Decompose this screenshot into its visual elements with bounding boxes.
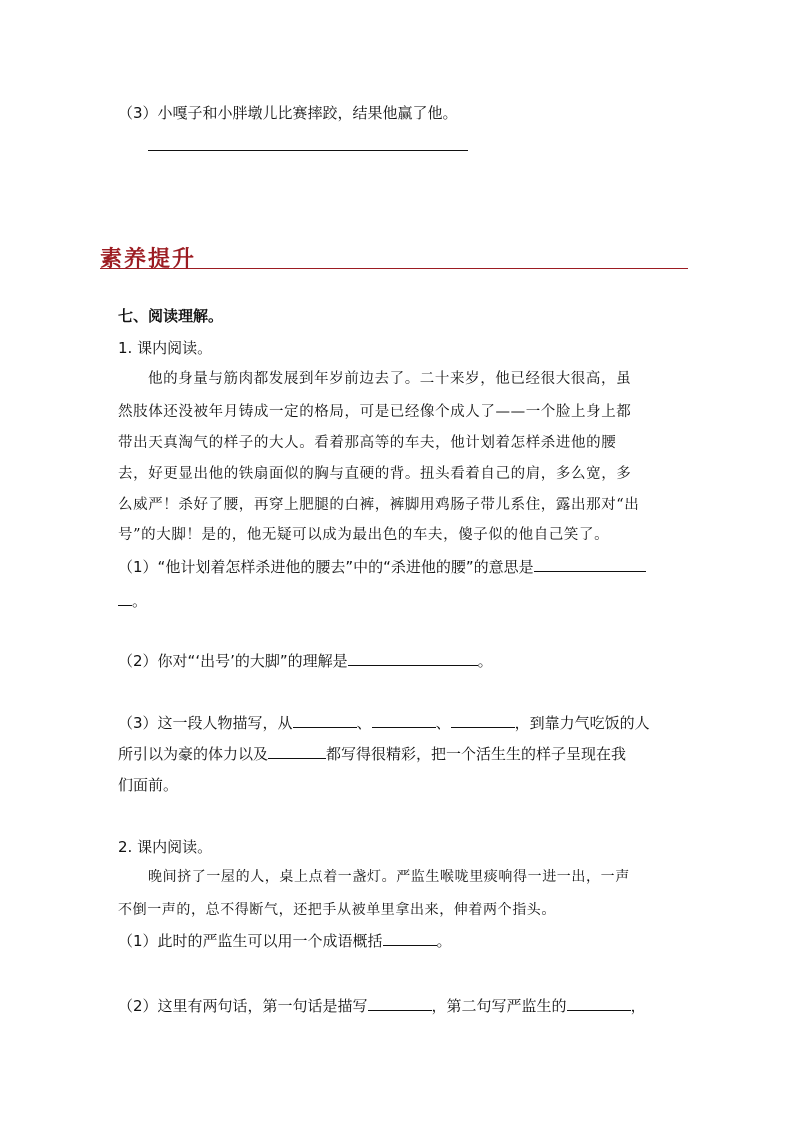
section-title: 素养提升 — [100, 246, 197, 272]
reading-2-q2-text: （2）这里有两句话，第一句话是描写 — [118, 997, 368, 1015]
reading-2-q2-end: ， — [630, 997, 646, 1015]
reading-1-line-3: 带出天真淘气的样子的大人。看着那高等的车夫，他计划着怎样杀进他的腰 — [118, 435, 617, 451]
answer-blank[interactable] — [567, 996, 631, 1011]
reading-2-question-2 — [118, 995, 646, 1016]
reading-2-q1-text: （1）此时的严监生可以用一个成语概括 — [118, 932, 383, 950]
reading-2-q2-text-2: ，第二句写严监生的 — [431, 997, 567, 1015]
answer-blank[interactable] — [368, 996, 432, 1011]
answer-blank[interactable] — [383, 931, 437, 946]
answer-blank[interactable] — [118, 591, 132, 606]
reading-1-heading: 1. 课内阅读。 — [118, 339, 213, 357]
reading-1-q3-text-2: 所引以为豪的体力以及 — [118, 745, 269, 763]
reading-1-line-6: 号”的大脚！是的，他无疑可以成为最出色的车夫，傻子似的他自己笑了。 — [118, 527, 610, 543]
reading-1-q3-tail: ，到靠力气吃饭的人 — [514, 714, 650, 732]
part-7-title: 七、阅读理解。 — [118, 307, 224, 325]
section-divider — [100, 268, 688, 269]
separator: 、 — [356, 714, 372, 732]
reading-1-q1-text: （1）“他计划着怎样杀进他的腰去”中的“杀进他的腰”的意思是 — [118, 558, 534, 576]
reading-1-question-1-cont — [118, 590, 147, 611]
reading-1-q3-text: （3）这一段人物描写，从 — [118, 714, 293, 732]
reading-2-q1-end: 。 — [436, 932, 452, 950]
reading-1-question-3-cont — [118, 743, 626, 764]
answer-blank[interactable] — [348, 651, 478, 666]
answer-blank[interactable] — [534, 557, 646, 572]
answer-blank[interactable] — [372, 713, 436, 728]
answer-line — [148, 150, 468, 151]
reading-1-q3-text-3: 都写得很精彩，把一个活生生的样子呈现在我 — [326, 745, 627, 763]
answer-blank[interactable] — [293, 713, 357, 728]
reading-2-line-1: 晚间挤了一屋的人，桌上点着一盏灯。严监生喉咙里痰响得一进一出，一声 — [148, 869, 630, 885]
question-3-top: （3）小嘎子和小胖墩儿比赛摔跤，结果他赢了他。 — [118, 104, 458, 122]
reading-2-line-2: 不倒一声的，总不得断气，还把手从被单里拿出来，伸着两个指头。 — [118, 902, 556, 918]
answer-blank[interactable] — [451, 713, 515, 728]
reading-1-line-4: 去，好更显出他的铁扇面似的胸与直硬的背。扭头看着自己的肩，多么宽，多 — [118, 466, 632, 482]
reading-1-line-2: 然肢体还没被年月铸成一定的格局，可是已经像个成人了——一个脸上身上都 — [118, 404, 632, 420]
separator: 、 — [435, 714, 451, 732]
reading-2-heading: 2. 课内阅读。 — [118, 838, 213, 856]
reading-1-line-5: 么威严！杀好了腰，再穿上肥腿的白裤，裤脚用鸡肠子带儿系住，露出那对“出 — [118, 497, 640, 513]
reading-1-q2-end: 。 — [477, 652, 493, 670]
reading-1-q2-text: （2）你对“‘出号’的大脚”的理解是 — [118, 652, 348, 670]
answer-blank[interactable] — [268, 744, 326, 759]
reading-1-question-3 — [118, 712, 650, 733]
reading-1-q1-end: 。 — [132, 592, 148, 610]
reading-1-question-1 — [118, 556, 646, 577]
reading-2-question-1 — [118, 930, 452, 951]
reading-1-question-2 — [118, 650, 493, 671]
reading-1-question-3-end: 们面前。 — [118, 776, 179, 794]
reading-1-line-1: 他的身量与筋肉都发展到年岁前边去了。二十来岁，他已经很大很高，虽 — [148, 371, 632, 387]
